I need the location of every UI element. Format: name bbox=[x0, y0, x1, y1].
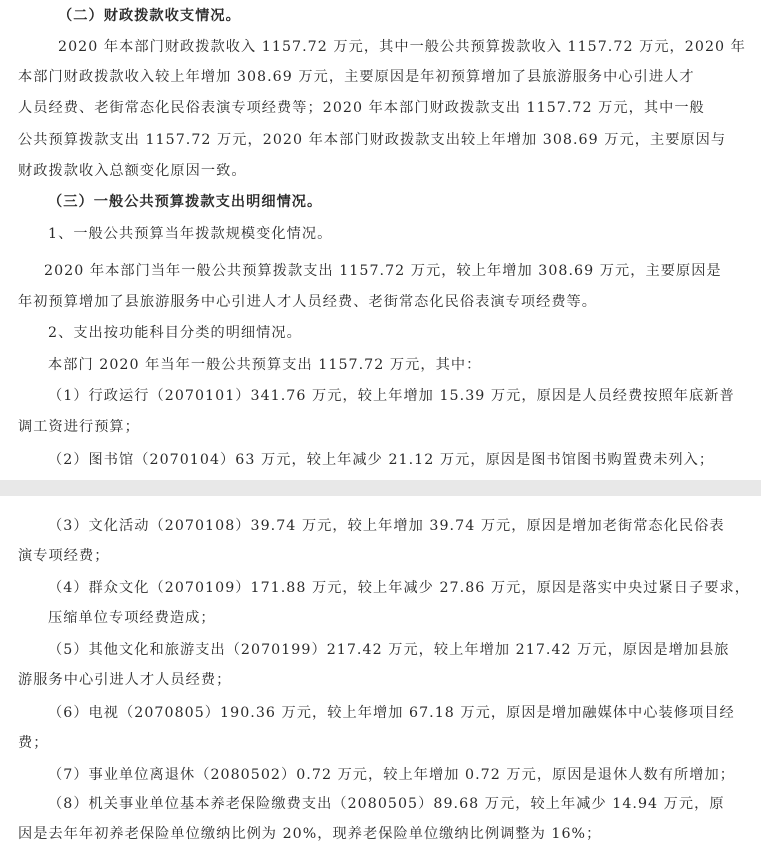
list-item-line: （2）图书馆（2070104）63 万元，较上年减少 21.12 万元，原因是图书馆图书购置费未列入； bbox=[48, 452, 715, 468]
list-item-line: （3）文化活动（2070108）39.74 万元，较上年增加 39.74 万元，原因是增加老街常态化民俗表 bbox=[48, 518, 725, 534]
document-page-2 bbox=[0, 496, 761, 852]
list-item-line: 费； bbox=[18, 735, 49, 751]
paragraph-line: 2020 年本部门当年一般公共预算拨款支出 1157.72 万元，较上年增加 308.69 万元，主要原因是 bbox=[44, 263, 722, 279]
list-item-line: （7）事业单位离退休（2080502）0.72 万元，较上年增加 0.72 万元，原因是退休人数有所增加； bbox=[48, 767, 735, 783]
list-item-line: （1）行政运行（2070101）341.76 万元，较上年增加 15.39 万元，原因是人员经费按照年底新普 bbox=[48, 388, 735, 404]
paragraph-line: 财政拨款收入总额变化原因一致。 bbox=[18, 163, 247, 179]
section-heading-fiscal-funds: （二）财政拨款收支情况。 bbox=[58, 8, 241, 24]
list-item-line: （8）机关事业单位基本养老保险缴费支出（2080505）89.68 万元，较上年减少 14.94 万元，原 bbox=[48, 796, 725, 812]
paragraph-line: 本部门财政拨款收入较上年增加 308.69 万元，主要原因是年初预算增加了县旅游服务中心引进人才 bbox=[18, 69, 695, 85]
paragraph-line: 公共预算拨款支出 1157.72 万元，2020 年本部门财政拨款支出较上年增加 308.69 万元，主要原因与 bbox=[18, 132, 727, 148]
subsection-heading: 2、支出按功能科目分类的明细情况。 bbox=[48, 325, 302, 341]
list-item-line: 演专项经费； bbox=[18, 548, 110, 564]
list-item-line: 游服务中心引进人才人员经费； bbox=[18, 672, 232, 688]
paragraph-line: 2020 年本部门财政拨款收入 1157.72 万元，其中一般公共预算拨款收入 1157.72 万元，2020 年 bbox=[58, 39, 746, 55]
page-separator bbox=[0, 480, 761, 496]
subsection-heading: 1、一般公共预算当年拨款规模变化情况。 bbox=[48, 226, 333, 242]
paragraph-line: 本部门 2020 年当年一般公共预算支出 1157.72 万元，其中： bbox=[48, 357, 482, 373]
list-item-line: （4）群众文化（2070109）171.88 万元，较上年减少 27.86 万元，原因是落实中央过紧日子要求， bbox=[48, 580, 750, 596]
section-heading-general-budget: （三）一般公共预算拨款支出明细情况。 bbox=[48, 194, 323, 210]
list-item-line: 因是去年年初养老保险单位缴纳比例为 20%，现养老保险单位缴纳比例调整为 16%； bbox=[18, 826, 602, 842]
list-item-line: （6）电视（2070805）190.36 万元，较上年增加 67.18 万元，原因是增加融媒体中心装修项目经 bbox=[48, 705, 735, 721]
paragraph-line: 年初预算增加了县旅游服务中心引进人才人员经费、老街常态化民俗表演专项经费等。 bbox=[18, 294, 598, 310]
list-item-line: （5）其他文化和旅游支出（2070199）217.42 万元，较上年增加 217.42 万元，原因是增加县旅 bbox=[48, 642, 730, 658]
paragraph-line: 人员经费、老街常态化民俗表演专项经费等；2020 年本部门财政拨款支出 1157.72 万元，其中一般 bbox=[18, 100, 705, 116]
list-item-line: 调工资进行预算； bbox=[18, 419, 140, 435]
list-item-line: 压缩单位专项经费造成； bbox=[48, 610, 216, 626]
